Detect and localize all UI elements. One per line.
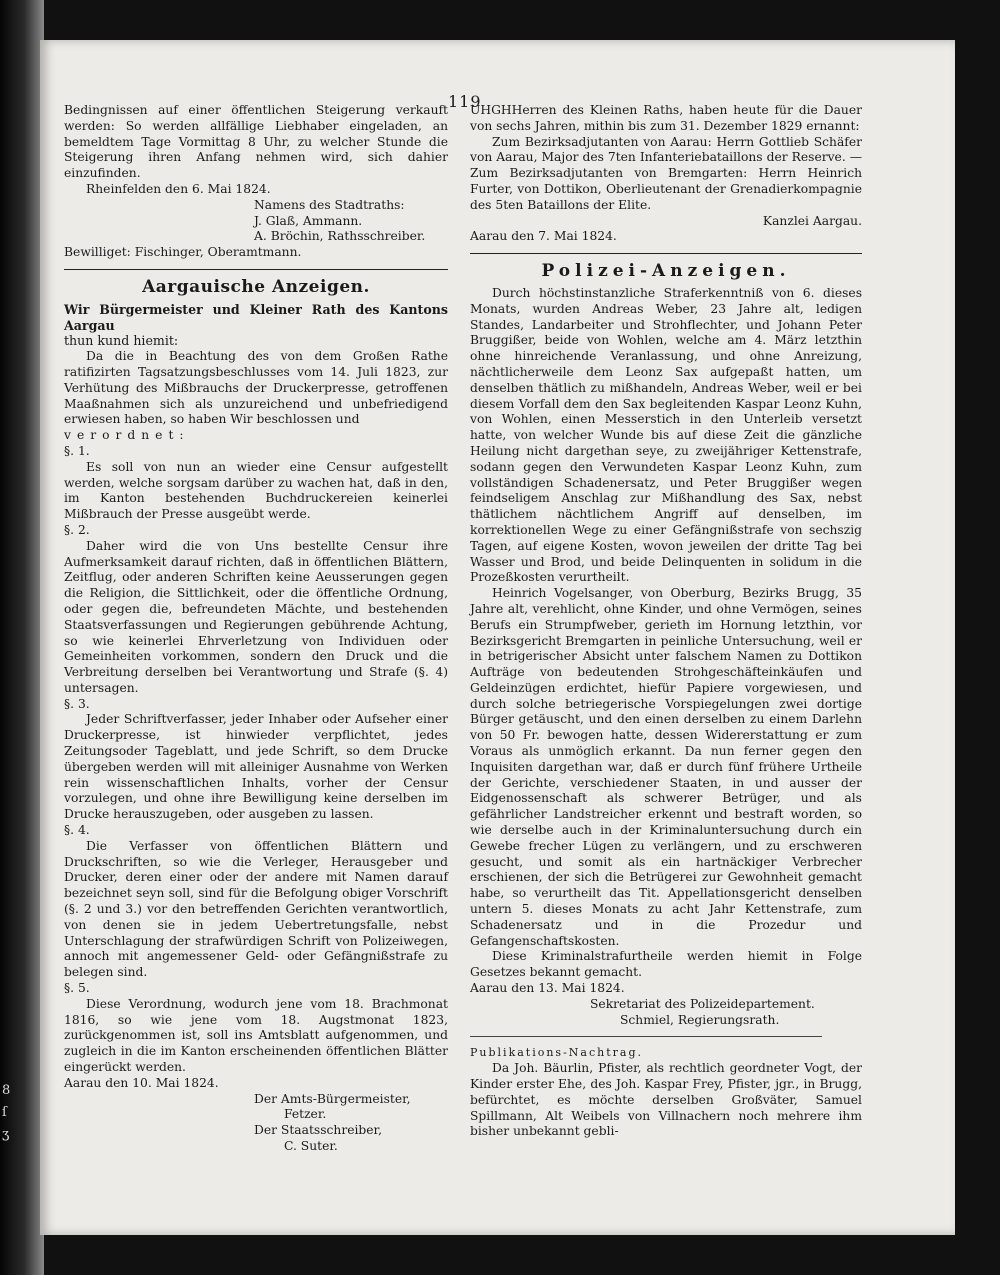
paragraph-text: Es soll von nun an wieder eine Censur aufgestellt werden, welche sorgsam darüber zu wachen hat, daß in den, im Kanton bestehenden Buchdruckereien keinerlei Mißbrauch der Presse ausgeübt werde. <box>64 459 448 522</box>
police-notice-3: Diese Kriminalstrafurtheile werden hiemit in Folge Gesetzes bekannt gemacht. <box>470 949 862 980</box>
signature-line-2: J. Glaß, Ammann. <box>254 213 363 228</box>
paragraph-number: §. 4. <box>64 823 90 838</box>
page-edge-marks: 8 ſ ʒ <box>2 1083 11 1142</box>
chancery-signature: Kanzlei Aargau. <box>762 213 862 228</box>
section-subheading: Wir Bürgermeister und Kleiner Rath des Kantons Aargau <box>64 301 448 333</box>
appointment-text: Zum Bezirksadjutanten von Aarau: Herrn Gottlieb Schäfer von Aarau, Major des 7ten Infanteriebataillons der Reserve. — Zum Bezirksadjutanten von Bremgarten: Herrn Heinrich Furter, von Dottikon, Oberlieutenant der Grenadierkompagnie des 5ten Bataillons der Elite. <box>470 134 862 212</box>
signature-line-3: A. Bröchin, Rathsschreiber. <box>254 229 426 244</box>
paragraph-number: §. 2. <box>64 522 90 537</box>
police-date: Aarau den 13. Mai 1824. <box>470 981 625 996</box>
preamble-text: Da die in Beachtung des von dem Großen Rathe ratifizirten Tagsatzungsbeschlusses vom 14. Juli 1823, zur Verhütung des Mißbrauchs der Druckerpresse, getroffenen Maaßnahmen sich als unzureichend und unbefriedigend erwiesen haben, so haben Wir beschlossen und <box>64 349 448 427</box>
page-number: 119 <box>448 92 482 111</box>
paragraph-text: Die Verfasser von öffentlichen Blättern und Druckschriften, so wie die Verleger, Herausgeber und Drucker, deren einer oder der andere mit Namen darauf bezeichnet seyn soll, sind für die Befolgung obiger Vorschrift (§. 2 und 3.) vor den betreffenden Gerichten verantwortlich, von denen sie in jedem Uebertretungsfalle, nebst Unterschlagung der strafwürdigen Schrift von Polizeiwegen, annoch mit angemessener Geld- oder Gefängnißstrafe zu belegen sind. <box>64 838 448 980</box>
right-column <box>470 103 862 1140</box>
paragraph-text: Daher wird die von Uns bestellte Censur ihre Aufmerksamkeit darauf richten, daß in öffentlichen Blättern, Zeitflug, oder anderen Schriften keine Aeusserungen gegen die Religion, die Sittlichkeit, oder die öffentliche Ordnung, oder gegen die, befreundeten Mächte, und bestehenden Staatsverfassungen und Regierungen gebührende Achtung, so wie keinerlei Ehrverletzung von Individuen oder Gemeinheiten vorkommen, sondern den Druck und die Verbreitung derselben bei Verantwortung und Strafe (§. 4) untersagen. <box>64 538 448 695</box>
section-divider <box>470 253 862 254</box>
paragraph-number: §. 3. <box>64 696 90 711</box>
police-signature-2: Schmiel, Regierungsrath. <box>620 1012 780 1027</box>
paragraph-number: §. 1. <box>64 443 90 458</box>
appointment-intro: UHGHHerren des Kleinen Raths, haben heute für die Dauer von sechs Jahren, mithin bis zum 31. Dezember 1829 ernannt: <box>470 103 862 133</box>
paragraph-number: §. 5. <box>64 981 90 996</box>
paragraph-text: Diese Verordnung, wodurch jene vom 18. Brachmonat 1816, so wie jene vom 18. Augstmonat 1823, zurückgenommen ist, soll ins Amtsblatt aufgenommen, und zugleich in die im Kanton erscheinenden öffentlichen Blätter eingerückt werden. <box>64 996 448 1075</box>
approval-line: Bewilliget: Fischinger, Oberamtmann. <box>64 245 302 260</box>
section-divider <box>64 269 448 270</box>
supplement-divider <box>470 1036 822 1037</box>
signature-mayor-name: Fetzer. <box>284 1107 327 1122</box>
supplement-text: Da Joh. Bäurlin, Pfister, als rechtlich geordneter Vogt, der Kinder erster Ehe, des Joh. Kaspar Frey, Pfister, jgr., in Brugg, befürchtet, es möchte derselben Großväter, Samuel Spillmann, Alt Weibels von Villnachern noch mehrere ihm bisher unbekannt gebli- <box>470 1061 862 1139</box>
police-heading: Polizei-Anzeigen. <box>541 261 791 282</box>
police-notice-2: Heinrich Vogelsanger, von Oberburg, Bezirks Brugg, 35 Jahre alt, verehlicht, ohne Kinder, und ohne Vermögen, seines Berufs ein Strumpfweber, gerieth im Hornung letzthin, vor Bezirksgericht Bremgarten in peinliche Untersuchung, weil er in betrigerischer Absicht unter falschem Namen zu Dottikon Aufträge von bedeutenden Strohgeschäfteinkäufen und Geldeinzügen erdichtet, hiefür Papiere vorgewiesen, und durch solche betriegerische Vorspiegelungen zwei dortige Bürger getäuscht, und den einen derselben zu einem Darlehn von 50 Fr. bewogen hatte, dessen Widererstattung er zum Voraus als unmöglich erkannt. Da nun ferner gegen den Inquisiten dargethan war, daß er durch fünf frühere Urtheile der Gerichte, verschiedener Staaten, in und ausser der Eidgenossenschaft als schwerer Betrüger, und als gefährlicher Landstreicher erkennt und bestraft worden, so wie derselbe auch in der Kriminaluntersuchung durch ein Gewebe frecher Lügen zu verlängern, und zu erschweren gesucht, und somit als ein hartnäckiger Verbrecher erschienen, der sich die Betrügerei zur Gewohnheit gemacht habe, so verurtheilt das Tit. Appellationsgericht denselben untern 5. dieses Monats zu acht Jahr Kettenstrafe, zum Schadenersatz und in die Prozedur und Gefangenschaftskosten. <box>470 586 862 948</box>
paragraph-text: Jeder Schriftverfasser, jeder Inhaber oder Aufseher einer Druckerpresse, ist hinwieder verpflichtet, jedes Zeitungsoder Tageblatt, und jede Schrift, so dem Drucke übergeben werden will mit alleiniger Ausnahme von Werken rein wissenschaftlichen Inhalts, vorher der Censur vorzulegen, und ohne ihre Bewilligung keine derselben im Drucke herauszugeben, oder ausgeben zu lassen. <box>64 712 448 822</box>
signature-secretary-title: Der Staatsschreiber, <box>254 1123 382 1138</box>
left-intro-date: Rheinfelden den 6. Mai 1824. <box>86 181 271 196</box>
supplement-heading: Publikations-Nachtrag. <box>470 1046 643 1060</box>
left-intro-text: Bedingnissen auf einer öffentlichen Steigerung verkauft werden: So werden allfällige Liebhaber eingeladen, an bemeldtem Tage Vormittag 8 Uhr, zu welcher Stunde die Steigerung ihren Anfang nehmen wird, sich dahier einzufinden. <box>64 103 448 181</box>
police-notice-1: Durch höchstinstanzliche Straferkenntniß von 6. dieses Monats, wurden Andreas Weber, 23 Jahre alt, ledigen Standes, Landarbeiter und Strohflechter, und Johann Peter Bruggißer, beide von Wohlen, welche am 4. März letzthin ohne hinreichende Veranlassung, und ohne Anreizung, nächtlicherweile dem Leonz Sax aufgepaßt hatten, um denselben thätlich zu mißhandeln, Andreas Weber, weil er bei diesem Vorfall dem den Sax begleitenden Kaspar Leonz Kuhn, von Wohlen, einen Messerstich in den Unterleib versetzt hatte, von welcher Wunde bis auf diese Zeit die gänzliche Heilung nicht dargethan seye, zu zweijähriger Kettenstrafe, sodann gegen den Verwundeten Kaspar Leonz Kuhn, zum vollständigen Schadenersatz, und Peter Bruggißer wegen feindseligem Anschlag zur Mißhandlung des Sax, nebst thätlichem nächtlichem Angriff auf denselben, im korrektionellen Wege zu einer Gefängnißstrafe von sechszig Tagen, auf eigene Kosten, wovon jeweilen der dritte Tag bei Wasser und Brod, und beide Delinquenten in solidum in die Prozeßkosten verurtheilt. <box>470 285 862 585</box>
left-column <box>64 103 448 1155</box>
appointment-date: Aarau den 7. Mai 1824. <box>470 229 617 244</box>
section-heading: Aargauische Anzeigen. <box>142 276 370 297</box>
signature-mayor-title: Der Amts-Bürgermeister, <box>254 1091 411 1106</box>
decree-date: Aarau den 10. Mai 1824. <box>64 1075 219 1090</box>
section-subheading-2: thun kund hiemit: <box>64 333 179 349</box>
verordnet-label: verordnet: <box>64 428 190 443</box>
police-signature-1: Sekretariat des Polizeidepartement. <box>590 996 815 1011</box>
signature-line-1: Namens des Stadtraths: <box>254 197 405 212</box>
signature-secretary-name: C. Suter. <box>284 1139 338 1153</box>
